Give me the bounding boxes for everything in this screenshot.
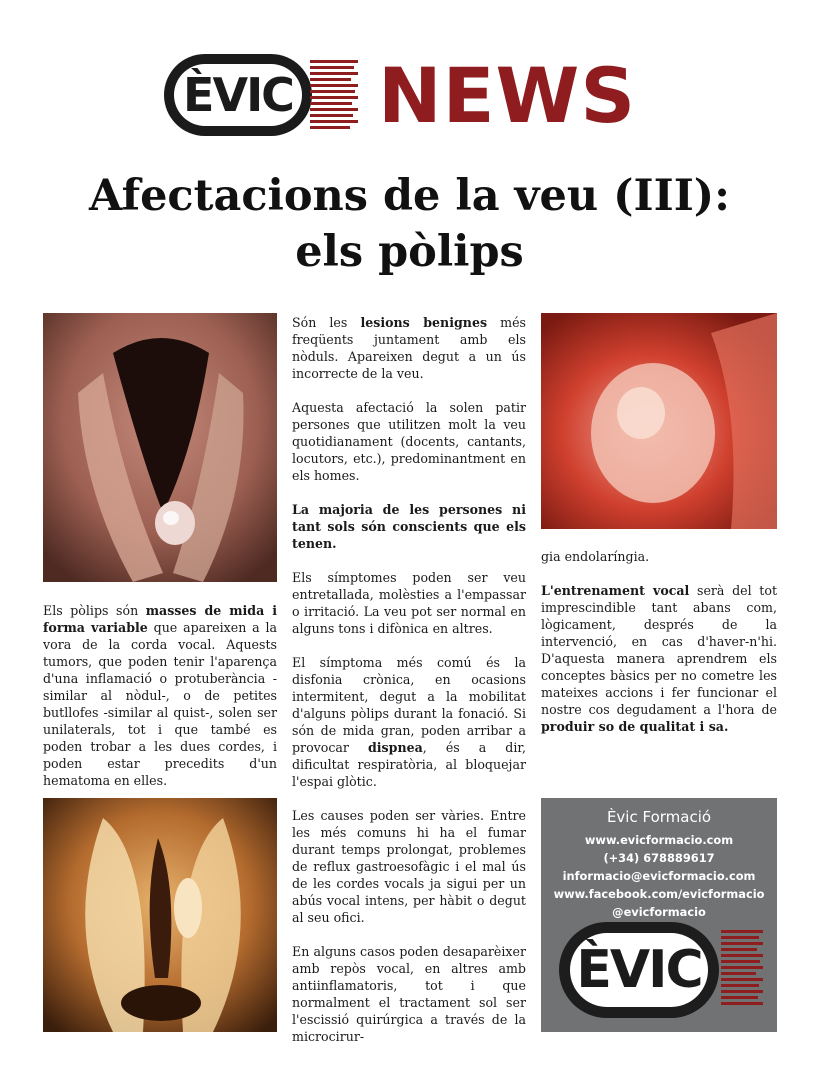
right-paragraph-1: gia endolaríngia. — [541, 549, 650, 564]
larynx-photo-2 — [541, 313, 777, 529]
middle-paragraph-4: Els símptomes poden ser veu entretallada, molèsties a l'empassar o irritació. La veu pot ser normal en alguns tons i difònica en altres. — [292, 570, 526, 636]
card-email[interactable]: informacio@evicformacio.com — [562, 869, 756, 883]
card-heading: Èvic Formació — [606, 808, 712, 826]
middle-paragraph-2: Aquesta afectació la solen patir persones que utilitzen molt la veu quotidianament (docents, cantants, locutors, etc.), predominantment en els homes. — [292, 400, 526, 483]
middle-paragraph-7: En alguns casos poden desaparèixer amb repòs vocal, en altres amb antiinflamatoris, tot i que normalment el tractament sol ser l'escissió quirúrgica a través de la microcirur- — [292, 944, 526, 1044]
title-line-2: els pòlips — [295, 227, 524, 277]
logo-text: ÈVIC — [183, 68, 293, 122]
card-phone: (+34) 678889617 — [603, 851, 715, 865]
card-evic-logo — [559, 922, 719, 1018]
contact-card — [541, 798, 777, 1032]
middle-paragraph-1: Són les lesions benignes més freqüents juntament amb els nòduls. Apareixen degut a un ús incorrecte de la veu. — [292, 315, 526, 381]
masthead — [160, 50, 640, 142]
evic-logo — [164, 54, 312, 136]
left-column — [43, 602, 277, 806]
middle-paragraph-3: La majoria de les persones ni tant sols són conscients que els tenen. — [292, 502, 526, 551]
card-facebook[interactable]: www.facebook.com/evicformacio — [553, 887, 765, 901]
card-logo-stripes — [721, 930, 763, 1010]
right-paragraph-2: L'entrenament vocal serà del tot imprescindible tant abans com, lògicament, després de la intervenció, en cas d'haver-n'hi. D'aquesta manera aprendrem els conceptes bàsics per no cometre les mateixes accions i fer funcionar el nostre cos degudament a l'hora de produir so de qualitat i sa. — [541, 583, 778, 734]
masthead-news: NEWS — [378, 51, 637, 140]
right-column — [541, 548, 777, 752]
card-logo-text: ÈVIC — [576, 940, 702, 1000]
larynx-photo-3 — [43, 798, 277, 1032]
logo-stripes — [310, 60, 358, 132]
card-handle: @evicformacio — [612, 905, 706, 919]
larynx-photo-1 — [43, 313, 277, 582]
card-website[interactable]: www.evicformacio.com — [584, 833, 734, 847]
middle-column — [292, 314, 526, 1062]
page-title — [0, 168, 819, 280]
middle-paragraph-5: El símptoma més comú és la disfonia crònica, en ocasions intermitent, degut a la mobilitat d'alguns pòlips durant la fonació. Si són de mida gran, poden arribar a provocar dispnea, és a dir, dificultat respiratòria, al bloquejar l'espai glòtic. — [292, 655, 526, 789]
title-line-1: Afectacions de la veu (III): — [88, 171, 731, 221]
left-paragraph-1: Els pòlips són masses de mida i forma variable que apareixen a la vora de la corda vocal. Aquests tumors, que poden tenir l'aparença d'una inflamació o protuberància -similar al nòdul-, o de petites butllofes -similar al quist-, solen ser unilaterals, tot i que també es poden trobar a les dues cordes, i poden estar precedits d'un hematoma en elles. — [43, 603, 278, 788]
middle-paragraph-6: Les causes poden ser vàries. Entre les més comuns hi ha el fumar durant temps prolongat, problemes de reflux gastroesofàgic i el mal ús de les cordes vocals ja sigui per un abús vocal intens, per hàbit o degut al seu ofici. — [292, 808, 526, 925]
